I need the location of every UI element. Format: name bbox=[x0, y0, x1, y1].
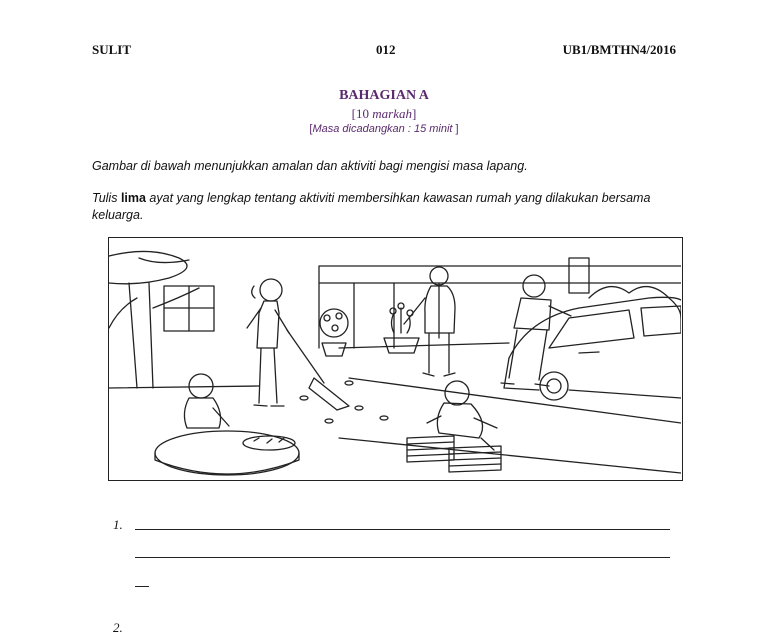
stimulus-picture bbox=[108, 237, 683, 481]
marks-open: [10 bbox=[351, 106, 373, 121]
cleaning-illustration bbox=[109, 238, 681, 479]
time-close: ] bbox=[452, 123, 459, 135]
small-girl-figure bbox=[184, 374, 229, 428]
header-classification: SULIT bbox=[92, 42, 132, 57]
flower-pot-1 bbox=[320, 309, 348, 356]
section-title: BAHAGIAN A bbox=[339, 88, 429, 103]
boy-stacking-figure bbox=[427, 381, 497, 450]
answer-number-2: 2. bbox=[113, 620, 123, 635]
header-reference-code: UB1/BMTHN4/2016 bbox=[562, 42, 676, 57]
girl-sweeping-figure bbox=[247, 279, 349, 410]
car-drawing bbox=[504, 297, 681, 400]
marks-close: ] bbox=[411, 106, 417, 121]
answer-number-1: 1. bbox=[113, 517, 123, 532]
answer-line[interactable] bbox=[135, 529, 670, 530]
answer-line[interactable] bbox=[135, 557, 670, 558]
time-text: Masa dicadangkan : 15 minit bbox=[312, 123, 453, 135]
marks-word: markah bbox=[372, 106, 412, 121]
tray bbox=[243, 436, 295, 450]
page-header bbox=[92, 42, 676, 62]
answer-line[interactable] bbox=[135, 586, 149, 587]
tree-drawing bbox=[109, 251, 199, 388]
newspaper-stack bbox=[407, 436, 501, 472]
section-marks bbox=[0, 106, 768, 122]
instruction-before: Tulis bbox=[92, 191, 121, 205]
time-open: [ bbox=[309, 123, 313, 135]
instruction-bold: lima bbox=[120, 191, 146, 205]
round-table bbox=[155, 431, 299, 475]
instruction-after: ayat yang lengkap tentang aktiviti membersihkan kawasan rumah yang dilakukan bersama keluarga. bbox=[92, 191, 651, 222]
instruction-line-2 bbox=[92, 190, 692, 224]
section-time bbox=[0, 123, 768, 135]
instruction-line-1: Gambar di bawah menunjukkan amalan dan aktiviti bagi mengisi masa lapang. bbox=[92, 159, 528, 173]
header-paper-code: 012 bbox=[376, 42, 396, 57]
